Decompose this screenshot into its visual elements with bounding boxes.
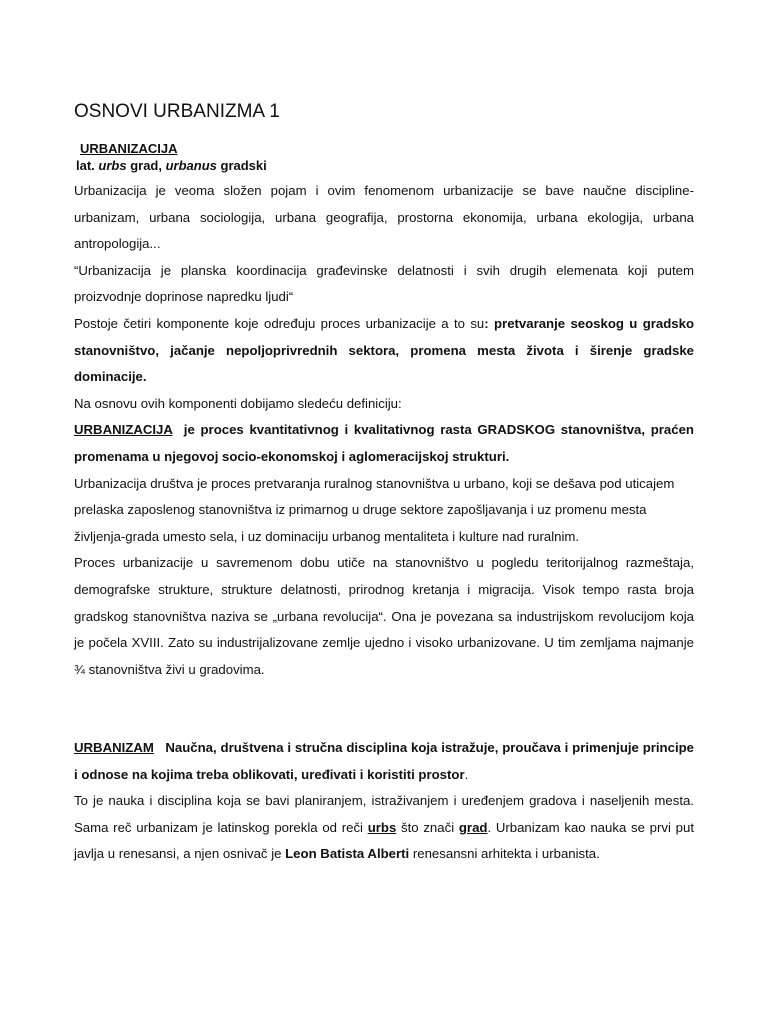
etymology-word-urbs: urbs	[98, 158, 127, 173]
paragraph: Urbanizacija je veoma složen pojam i ovim fenomenom urbanizacije se bave naučne discipline- urbanizam, urbana sociologija, urbana geografija, prostorna ekonomija, urbana ekologija, urbana antropologija...	[74, 183, 694, 252]
paragraph-bold-text: : pretvaranje seoskog u gradsko stanovništvo, jačanje nepoljoprivrednih sektora, promena mesta života i širenje gradske dominacije.	[74, 315, 695, 385]
document-title: OSNOVI URBANIZMA 1	[74, 101, 280, 122]
etymology-suffix: gradski	[216, 158, 267, 173]
paragraph	[74, 788, 694, 868]
paragraph-text: . Urbanizam kao nauka se prvi put javlja u renesansi, a njen osnivač je	[74, 819, 694, 862]
definition-term: URBANIZACIJA	[74, 422, 173, 438]
etymology-line	[76, 157, 267, 174]
paragraph	[74, 311, 694, 391]
section-heading-text: URBANIZACIJA	[80, 141, 178, 156]
etymology-word-urbanus: urbanus	[165, 158, 217, 173]
definition-term: URBANIZAM	[74, 740, 154, 755]
paragraph-text: To je nauka i disciplina koja se bavi planiranjem, istraživanjem i uređenjem gradova i naseljenih mesta. Sama reč urbanizam je latinskog porekla od reči	[74, 793, 694, 835]
section-urbanizacija-body	[74, 178, 698, 683]
paragraph-text: renesansni arhitekta i urbanista.	[409, 846, 600, 862]
paragraph: Proces urbanizacije u savremenom dobu utiče na stanovništvo u pogledu teritorijalnog razmeštaja, demografske strukture, strukture delatnosti, prirodnog kretanja i migracija. Visok tempo rasta broja gradskog stanovništva naziva se „urbana revolucija“. Ona je povezana sa industrijskom revolucijom koja je počela XVIII. Zato su industrijalizovane zemlje ujedno i visoko urbanizovane. U tim zemljama najmanje ¾ stanovništva živi u gradovima.	[74, 555, 694, 677]
definition-text: je proces kvantitativnog i kvalitativnog rasta GRADSKOG stanovništva, praćen promenama u njegovoj socio-ekonomskoj i aglomeracijskoj strukturi.	[74, 422, 698, 464]
paragraph: Urbanizacija društva je proces pretvaranja ruralnog stanovništva u urbano, koji se dešava pod uticajem prelaska zaposlenog stanovništva iz primarnog u druge sektore zapošljavanja i uz promenu mesta življenja-grada umesto sela, i uz dominaciju urbanog mentaliteta i kulture nad ruralnim.	[74, 475, 675, 544]
section-urbanizam-body	[74, 735, 694, 868]
etymology-mid: grad,	[126, 158, 166, 173]
paragraph-text: što znači	[396, 819, 459, 835]
definition-text	[74, 740, 694, 782]
name-leon-batista-alberti: Leon Batista Alberti	[285, 846, 410, 862]
definition-urbanizam	[74, 735, 694, 788]
word-grad: grad	[458, 819, 488, 835]
definition-urbanizacija	[74, 417, 698, 470]
definition-end: .	[464, 766, 469, 782]
paragraph: Na osnovu ovih komponenti dobijamo sledeću definiciju:	[74, 395, 402, 411]
word-urbs: urbs	[367, 819, 397, 835]
etymology-prefix: lat.	[76, 158, 99, 173]
section-heading-urbanizacija	[80, 140, 178, 157]
definition-text-content: Naučna, društvena i stručna disciplina koja istražuje, proučava i primenjuje principe i odnose na kojima treba oblikovati, uređivati i koristiti prostor	[74, 740, 694, 782]
paragraph: “Urbanizacija je planska koordinacija građevinske delatnosti i svih drugih elemenata koji putem proizvodnje doprinose napredku ljudi“	[74, 262, 694, 305]
paragraph-text: Postoje četiri komponente koje određuju proces urbanizacije a to su	[74, 315, 485, 331]
